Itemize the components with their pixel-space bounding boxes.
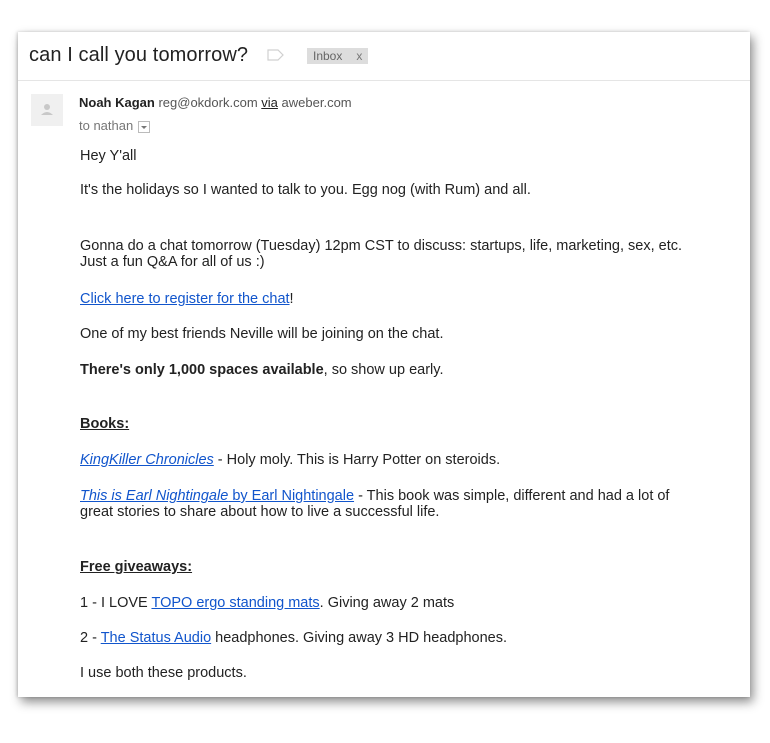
sender-domain: aweber.com xyxy=(281,95,352,110)
email-card xyxy=(18,32,750,697)
subject-bar xyxy=(18,32,750,81)
paragraph-neville: One of my best friends Neville will be joining on the chat. xyxy=(80,326,444,342)
paragraph-spaces xyxy=(80,362,740,378)
inbox-label-chip[interactable] xyxy=(307,48,368,64)
paragraph-chat-line1: Gonna do a chat tomorrow (Tuesday) 12pm CST to discuss: startups, life, marketing, sex, etc. xyxy=(80,238,683,254)
book-2-link[interactable] xyxy=(80,488,354,504)
book-2-desc-line2: great stories to share about how to live a successful life. xyxy=(80,504,440,520)
sender-email: reg@okdork.com xyxy=(158,95,258,110)
book-2-link-author: by Earl Nightingale xyxy=(228,488,355,504)
inbox-label-text: Inbox xyxy=(313,49,343,63)
giveaway-1 xyxy=(80,595,740,611)
book-1-desc: - Holy moly. This is Harry Potter on steroids. xyxy=(213,452,501,468)
giveaway-1-prefix: 1 - I LOVE xyxy=(80,595,152,611)
giveaway-2 xyxy=(80,630,740,646)
greeting: Hey Y'all xyxy=(80,148,137,164)
closing-line: I use both these products. xyxy=(80,665,247,681)
book-1-link[interactable]: KingKiller Chronicles xyxy=(80,452,214,468)
giveaway-1-suffix: . Giving away 2 mats xyxy=(319,595,455,611)
status-audio-link[interactable]: The Status Audio xyxy=(100,630,212,646)
remove-label-icon[interactable]: x xyxy=(356,49,363,63)
paragraph-holidays: It's the holidays so I wanted to talk to you. Egg nog (with Rum) and all. xyxy=(80,182,531,198)
books-heading: Books: xyxy=(80,416,130,432)
book-2-desc-line1: - This book was simple, different and had a lot of xyxy=(354,488,670,504)
avatar xyxy=(31,94,63,126)
spaces-bold: There's only 1,000 spaces available xyxy=(80,362,324,378)
label-tag-icon[interactable] xyxy=(267,49,284,61)
register-line xyxy=(80,291,740,307)
spaces-rest: , so show up early. xyxy=(323,362,444,378)
email-subject: can I call you tomorrow? xyxy=(29,44,249,66)
giveaway-2-prefix: 2 - xyxy=(80,630,101,646)
recipient-line xyxy=(79,118,150,133)
register-suffix: ! xyxy=(289,291,294,307)
book-2-line1 xyxy=(80,488,740,504)
person-icon xyxy=(31,94,63,126)
register-link[interactable]: Click here to register for the chat xyxy=(80,291,290,307)
via-link[interactable]: via xyxy=(261,95,278,110)
book-2-link-title: This is Earl Nightingale xyxy=(80,488,229,504)
sender-line xyxy=(79,95,352,110)
paragraph-chat-line2: Just a fun Q&A for all of us :) xyxy=(80,254,265,270)
topo-mats-link[interactable]: TOPO ergo standing mats xyxy=(151,595,320,611)
recipient-text: to nathan xyxy=(79,118,134,133)
details-dropdown-icon[interactable] xyxy=(138,121,150,133)
book-1 xyxy=(80,452,740,468)
giveaways-heading: Free giveaways: xyxy=(80,559,193,575)
sender-name[interactable]: Noah Kagan xyxy=(79,95,155,110)
giveaway-2-suffix: headphones. Giving away 3 HD headphones. xyxy=(211,630,507,646)
